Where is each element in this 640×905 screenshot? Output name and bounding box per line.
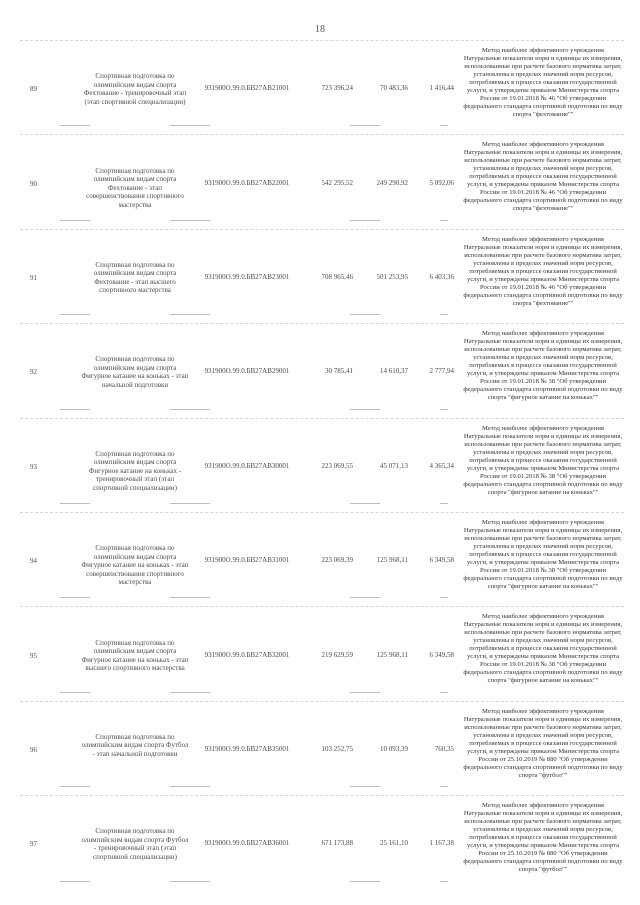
grid-tick: [350, 125, 380, 126]
grid-tick: [350, 881, 380, 882]
value-3: 1 167,38: [429, 839, 454, 848]
grid-tick: [60, 314, 90, 315]
value-3: 6 349,58: [429, 556, 454, 565]
service-name: Спортивная подготовка по олимпийским видам спорта Фигурное катание на коньках - этап высшего спортивного мастерства: [81, 638, 189, 673]
registry-code: 931900О.99.0.БВ27АВ36001: [204, 839, 290, 848]
value-1: 223 069,55: [321, 461, 353, 470]
grid-tick: [350, 503, 380, 504]
service-name: Спортивная подготовка по олимпийским видам спорта Фигурное катание на коньках - этап начальной подготовки: [81, 355, 189, 389]
service-name: Спортивная подготовка по олимпийским видам спорта Фехтование - тренировочный этап (этап спортивной специализации): [83, 72, 187, 106]
grid-tick: [440, 503, 448, 504]
method-text: Натуральные показатели норм и единицы их измерения, использованные при расчете базового норматива затрат, установлены в пределах значений норм ресурсов, потребляемых в процессе оказания государственной услуги, и утверждены приказом Министерства спорта России от 19.01.2018 № 38 "Об утверждении федерального стандарта спортивной подготовки по виду спорта "фигурное катание на коньках"": [463, 527, 623, 590]
table-row: [20, 229, 624, 324]
grid-tick: [350, 692, 380, 693]
grid-tick: [350, 786, 380, 787]
table-row: [20, 418, 624, 513]
value-1: 103 252,75: [321, 744, 353, 753]
grid-tick: [170, 409, 210, 410]
grid-tick: [350, 409, 380, 410]
method-text: Натуральные показатели норм и единицы их измерения, использованные при расчете базового норматива затрат, установлены в пределах значений норм ресурсов, потребляемых в процессе оказания государственной услуги, и утверждены приказом Министерства спорта России от 19.01.2018 № 46 "Об утверждении федерального стандарта спортивной подготовки по виду спорта "фехтование"": [463, 149, 623, 213]
value-3: 1 416,44: [429, 84, 454, 93]
value-1: 219 629,59: [321, 650, 353, 659]
grid-tick: [440, 597, 448, 598]
grid-tick: [60, 786, 90, 787]
value-3: 5 092,06: [429, 178, 454, 187]
method-description: [460, 708, 626, 780]
method-text: Натуральные показатели норм и единицы их измерения, использованные при расчете базового норматива затрат, установлены в пределах значений норм ресурсов, потребляемых в процессе оказания государственной услуги, и утверждены приказом Министерства спорта России от 25.10.2019 № 880 "Об утверждении федерального стандарта спортивной подготовки по виду спорта "футбол"": [463, 715, 623, 779]
method-title: Метод наиболее эффективного учреждения: [482, 424, 604, 432]
method-description: [460, 47, 626, 119]
grid-tick: [170, 692, 210, 693]
value-3: 2 777,94: [429, 367, 454, 376]
method-title: Метод наиболее эффективного учреждения: [482, 141, 604, 149]
value-1: 30 785,41: [325, 367, 353, 376]
registry-code: 931900О.99.0.БВ27АВ32001: [204, 650, 290, 659]
grid-tick: [170, 503, 210, 504]
table-row: [20, 795, 624, 890]
row-number: 94: [30, 557, 37, 566]
method-title: Метод наиболее эффективного учреждения: [482, 235, 604, 243]
grid-tick: [170, 314, 210, 315]
value-1: 708 965,46: [321, 272, 353, 281]
grid-tick: [60, 409, 90, 410]
method-description: [460, 613, 626, 685]
method-text: Натуральные показатели норм и единицы их измерения, использованные при расчете базового норматива затрат, установлены в пределах значений норм ресурсов, потребляемых в процессе оказания государственной услуги, и утверждены приказом Министерства спорта России от 19.01.2018 № 46 "Об утверждении федерального стандарта спортивной подготовки по виду спорта "фехтование"": [463, 243, 623, 307]
grid-tick: [170, 125, 210, 126]
table-row: [20, 323, 624, 418]
grid-tick: [60, 125, 90, 126]
service-name: Спортивная подготовка по олимпийским видам спорта Футбол - тренировочный этап (этап спортивной специализации): [81, 827, 189, 861]
grid-tick: [440, 881, 448, 882]
value-3: 760,35: [434, 744, 454, 753]
grid-tick: [60, 503, 90, 504]
value-2: 501 253,95: [376, 272, 408, 281]
row-number: 97: [30, 840, 37, 849]
table-row: [20, 40, 624, 135]
row-number: 89: [30, 85, 37, 94]
registry-code: 931900О.99.0.БВ27АВ29001: [204, 367, 290, 376]
value-3: 4 365,34: [429, 461, 454, 470]
registry-code: 931900О.99.0.БВ27АВ31001: [204, 556, 290, 565]
service-name: Спортивная подготовка по олимпийским видам спорта Фигурное катание на коньках - этап совершенствования спортивного мастерства: [81, 544, 189, 587]
grid-tick: [60, 692, 90, 693]
value-2: 10 093,39: [380, 744, 408, 753]
grid-tick: [440, 314, 448, 315]
service-name: Спортивная подготовка по олимпийским видам спорта Фехтование - этап совершенствования спортивного мастерства: [86, 166, 184, 209]
value-2: 249 290,92: [376, 178, 408, 187]
grid-tick: [440, 692, 448, 693]
grid-tick: [60, 597, 90, 598]
value-3: 6 403,36: [429, 272, 454, 281]
grid-tick: [440, 220, 448, 221]
grid-tick: [170, 220, 210, 221]
value-2: 70 483,36: [380, 84, 408, 93]
grid-tick: [170, 597, 210, 598]
value-1: 723 396,24: [321, 84, 353, 93]
registry-code: 931900О.99.0.БВ27АВ21001: [204, 84, 290, 93]
method-description: [460, 330, 626, 402]
grid-tick: [170, 786, 210, 787]
method-text: Натуральные показатели норм и единицы их измерения, использованные при расчете базового норматива затрат, установлены в пределах значений норм ресурсов, потребляемых в процессе оказания государственной услуги, и утверждены приказом Министерства спорта России от 19.01.2018 № 46 "Об утверждении федерального стандарта спортивной подготовки по виду спорта "фехтование"": [463, 55, 623, 118]
method-description: [460, 519, 626, 591]
registry-code: 931900О.99.0.БВ27АВ35001: [204, 744, 290, 753]
service-name: Спортивная подготовка по олимпийским видам спорта Футбол - этап начальной подготовки: [81, 732, 189, 758]
grid-tick: [60, 881, 90, 882]
grid-tick: [440, 409, 448, 410]
method-title: Метод наиболее эффективного учреждения: [482, 519, 604, 526]
method-title: Метод наиболее эффективного учреждения: [482, 802, 604, 810]
grid-tick: [350, 220, 380, 221]
grid-tick: [440, 786, 448, 787]
registry-code: 931900О.99.0.БВ27АВ23001: [204, 272, 290, 281]
grid-tick: [170, 881, 210, 882]
service-name: Спортивная подготовка по олимпийским видам спорта Фехтование - этап высшего спортивного мастерства: [93, 260, 177, 295]
method-description: [460, 141, 626, 213]
row-number: 90: [30, 179, 37, 188]
grid-tick: [350, 597, 380, 598]
method-text: Натуральные показатели норм и единицы их измерения, использованные при расчете базового норматива затрат, установлены в пределах значений норм ресурсов, потребляемых в процессе оказания государственной услуги, и утверждены приказом Министерства спорта России от 19.01.2018 № 38 "Об утверждении федерального стандарта спортивной подготовки по виду спорта "фигурное катание на коньках"": [463, 338, 623, 402]
method-title: Метод наиболее эффективного учреждения: [482, 330, 604, 338]
method-title: Метод наиболее эффективного учреждения: [482, 613, 604, 621]
value-2: 45 071,13: [380, 461, 408, 470]
page-number: 18: [315, 24, 325, 35]
method-description: [460, 802, 626, 874]
value-3: 6 349,58: [429, 650, 454, 659]
row-number: 95: [30, 651, 37, 660]
grid-tick: [440, 125, 448, 126]
value-2: 25 161,10: [380, 839, 408, 848]
method-text: Натуральные показатели норм и единицы их измерения, использованные при расчете базового норматива затрат, установлены в пределах значений норм ресурсов, потребляемых в процессе оказания государственной услуги, и утверждены приказом Министерства спорта России от 19.01.2018 № 38 "Об утверждении федерального стандарта спортивной подготовки по виду спорта "фигурное катание на коньках"": [463, 432, 623, 496]
method-text: Натуральные показатели норм и единицы их измерения, использованные при расчете базового норматива затрат, установлены в пределах значений норм ресурсов, потребляемых в процессе оказания государственной услуги, и утверждены приказом Министерства спорта России от 19.01.2018 № 38 "Об утверждении федерального стандарта спортивной подготовки по виду спорта "фигурное катание на коньках"": [463, 621, 623, 685]
service-name: Спортивная подготовка по олимпийским видам спорта Фигурное катание на коньках - тренировочный этап (этап спортивной специализации): [88, 449, 182, 492]
table-row: [20, 701, 624, 796]
row-number: 96: [30, 745, 37, 754]
value-1: 542 295,52: [321, 178, 353, 187]
registry-code: 931900О.99.0.БВ27АВ22001: [204, 178, 290, 187]
row-number: 92: [30, 368, 37, 377]
table-row: [20, 606, 624, 701]
method-description: [460, 425, 626, 497]
grid-tick: [60, 220, 90, 221]
row-number: 91: [30, 273, 37, 282]
value-2: 14 610,37: [380, 367, 408, 376]
method-description: [460, 236, 626, 308]
method-text: Натуральные показатели норм и единицы их измерения, использованные при расчете базового норматива затрат, установлены в пределах значений норм ресурсов, потребляемых в процессе оказания государственной услуги, и утверждены приказом Министерства спорта России от 25.10.2019 № 880 "Об утверждении федерального стандарта спортивной подготовки по виду спорта "футбол"": [463, 810, 623, 874]
value-2: 125 968,11: [376, 650, 408, 659]
table-row: [20, 512, 624, 607]
grid-tick: [350, 314, 380, 315]
value-1: 671 173,88: [321, 839, 353, 848]
method-title: Метод наиболее эффективного учреждения: [482, 47, 604, 54]
method-title: Метод наиболее эффективного учреждения: [482, 707, 604, 715]
registry-code: 931900О.99.0.БВ27АВ30001: [204, 461, 290, 470]
value-1: 223 069,39: [321, 556, 353, 565]
value-2: 125 968,11: [376, 556, 408, 565]
table-row: [20, 134, 624, 229]
row-number: 93: [30, 462, 37, 471]
